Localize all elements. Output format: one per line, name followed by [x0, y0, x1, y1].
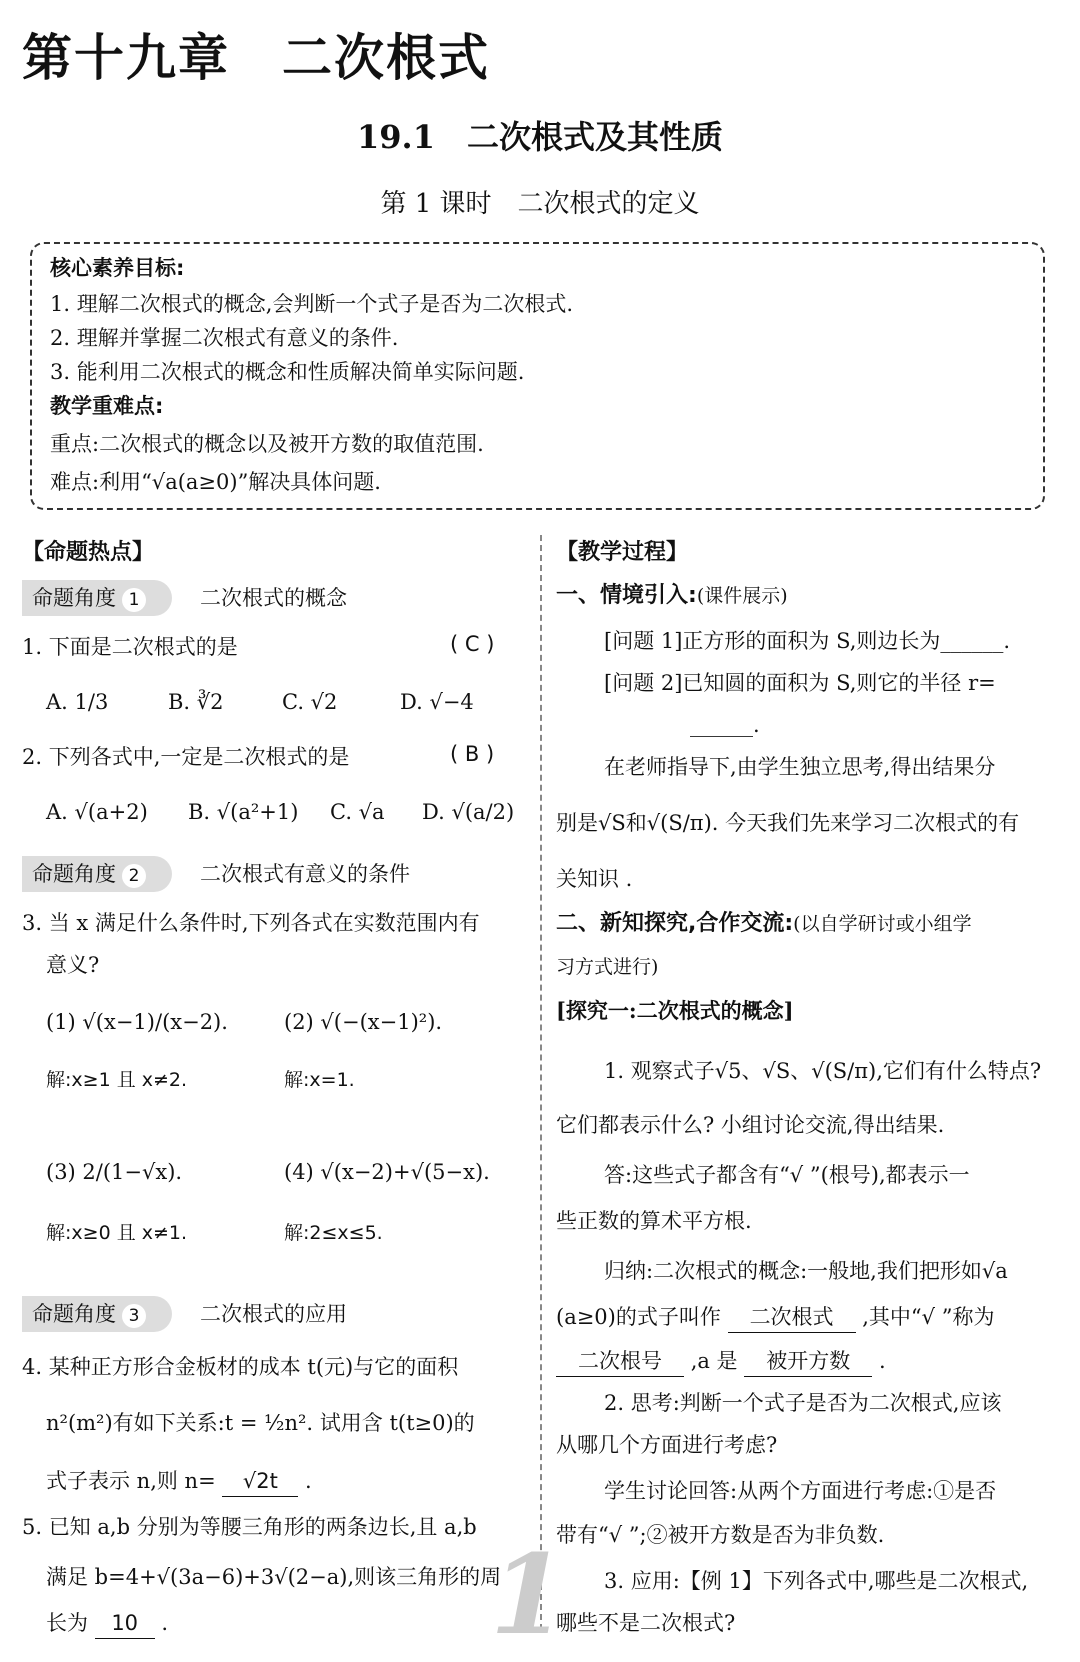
- section-sub: (以自学研讨或小组学: [793, 913, 972, 935]
- section-explore: [556, 908, 1056, 939]
- observe-text: 它们都表示什么? 小组讨论交流,得出结果.: [556, 1113, 945, 1137]
- difficult-point: 难点:利用“√a(a≥0)”解决具体问题.: [50, 470, 381, 494]
- q1-opt: A. 1/3: [46, 690, 109, 714]
- q4-blank-answer: √2t: [222, 1466, 298, 1497]
- angle-2: [22, 856, 512, 892]
- angle-title: 二次根式的应用: [200, 1302, 347, 1326]
- q1-text: 1. 下面是二次根式的是: [22, 635, 238, 659]
- angle-title: 二次根式有意义的条件: [200, 862, 410, 886]
- section-title: 19.1 二次根式及其性质: [357, 118, 723, 156]
- problem-2: [问题 2]已知圆的面积为 S,则它的半径 r=: [604, 671, 996, 695]
- angle-label: 命题角度: [32, 1302, 116, 1326]
- lesson-title: 第 1 课时 二次根式的定义: [380, 189, 700, 219]
- summary-blank: 二次根号: [556, 1346, 684, 1377]
- q3-solution: 解:x≥0 且 x≠1.: [46, 1222, 188, 1244]
- angle-number: 1: [122, 588, 146, 612]
- think-text: 从哪几个方面进行考虑?: [556, 1433, 778, 1457]
- q4-end: .: [305, 1469, 312, 1493]
- q2-text: 2. 下列各式中,一定是二次根式的是: [22, 745, 350, 769]
- summary-blank: 被开方数: [744, 1346, 872, 1377]
- q3-text: 3. 当 x 满足什么条件时,下列各式在实数范围内有: [22, 911, 480, 935]
- summary-text: ,其中“√ ”称为: [862, 1305, 995, 1329]
- summary-line-3: [556, 1346, 1056, 1377]
- q5-end: .: [161, 1611, 169, 1635]
- section-sub-cont: 习方式进行): [556, 956, 659, 978]
- answer-text: 些正数的算术平方根.: [556, 1209, 752, 1233]
- summary-text: .: [878, 1349, 886, 1373]
- section-heading: 一、情境引入:: [556, 583, 697, 608]
- q1-answer: ( C ): [450, 632, 495, 656]
- application-text: 3. 应用:【例 1】下列各式中,哪些是二次根式,: [604, 1569, 1029, 1593]
- q1-opt: D. √−4: [400, 690, 474, 714]
- section-sub: (课件展示): [696, 585, 788, 607]
- section-intro: [556, 580, 1056, 611]
- q3-solution: 解:2≤x≤5.: [284, 1222, 383, 1244]
- observe-text: 1. 观察式子√5、√S、√(S/π),它们有什么特点?: [604, 1059, 1042, 1083]
- angle-1: [22, 580, 512, 616]
- key-point: 重点:二次根式的概念以及被开方数的取值范围.: [50, 432, 484, 456]
- discussion-text: 学生讨论回答:从两个方面进行考虑:①是否: [604, 1479, 997, 1503]
- summary-blank: 二次根式: [728, 1302, 856, 1333]
- explore-title: [探究一:二次根式的概念]: [556, 998, 794, 1023]
- application-text: 哪些不是二次根式?: [556, 1611, 736, 1635]
- angle-label: 命题角度: [32, 862, 116, 886]
- chapter-title: 第十九章 二次根式: [22, 29, 490, 87]
- q5-blank-answer: 10: [95, 1608, 155, 1639]
- key-heading: 教学重难点:: [50, 394, 164, 418]
- q5-line: 5. 已知 a,b 分别为等腰三角形的两条边长,且 a,b: [22, 1515, 477, 1539]
- q3-solution: 解:x≥1 且 x≠2.: [46, 1069, 188, 1091]
- q2-opt: C. √a: [330, 800, 385, 824]
- goal-item: 1. 理解二次根式的概念,会判断一个式子是否为二次根式.: [50, 292, 574, 316]
- angle-number: 2: [122, 864, 146, 888]
- q5-line-3: [46, 1608, 546, 1639]
- q3-part: (3) 2/(1−√x).: [46, 1160, 183, 1184]
- intro-text: 在老师指导下,由学生独立思考,得出结果分: [604, 755, 996, 779]
- q3-part: (4) √(x−2)+√(5−x).: [284, 1160, 490, 1184]
- problem-1: [问题 1]正方形的面积为 S,则边长为______.: [604, 629, 1011, 653]
- goals-box: [30, 242, 1045, 510]
- q4-line: n²(m²)有如下关系:t = ½n². 试用含 t(t≥0)的: [46, 1411, 475, 1435]
- q4-line: 4. 某种正方形合金板材的成本 t(元)与它的面积: [22, 1355, 459, 1379]
- q2-opt: A. √(a+2): [46, 800, 148, 824]
- q1-opt: C. √2: [282, 690, 338, 714]
- q3-text-cont: 意义?: [46, 953, 100, 977]
- angle-number: 3: [122, 1304, 146, 1328]
- goal-item: 2. 理解并掌握二次根式有意义的条件.: [50, 326, 399, 350]
- discussion-text: 带有“√ ”;②被开方数是否为非负数.: [556, 1523, 885, 1547]
- right-header: 【教学过程】: [556, 540, 689, 565]
- left-header: 【命题热点】: [22, 540, 155, 565]
- summary-text: ,a 是: [690, 1349, 738, 1373]
- q4-line-3: [46, 1466, 546, 1497]
- angle-title: 二次根式的概念: [200, 586, 347, 610]
- q5-text: 长为: [46, 1611, 88, 1635]
- q3-part: (2) √(−(x−1)²).: [284, 1010, 443, 1034]
- answer-text: 答:这些式子都含有“√ ”(根号),都表示一: [604, 1163, 970, 1187]
- q3-part: (1) √(x−1)/(x−2).: [46, 1010, 228, 1034]
- q2-opt: B. √(a²+1): [188, 800, 299, 824]
- q2-answer: ( B ): [450, 742, 495, 766]
- problem-2-blank: ______.: [690, 713, 760, 737]
- page-number: 1: [490, 1530, 567, 1659]
- q4-text: 式子表示 n,则 n=: [46, 1469, 216, 1493]
- intro-text: 关知识 .: [556, 867, 633, 891]
- summary-text: 归纳:二次根式的概念:一般地,我们把形如√a: [604, 1259, 1008, 1283]
- summary-line-2: [556, 1302, 1056, 1333]
- q3-solution: 解:x=1.: [284, 1069, 355, 1091]
- intro-text: 别是√S和√(S/π). 今天我们先来学习二次根式的有: [556, 811, 1020, 835]
- angle-3: [22, 1296, 512, 1332]
- goals-heading: 核心素养目标:: [50, 256, 185, 280]
- q1-opt: B. ∛2: [168, 690, 224, 714]
- goal-item: 3. 能利用二次根式的概念和性质解决简单实际问题.: [50, 360, 525, 384]
- q5-line: 满足 b=4+√(3a−6)+3√(2−a),则该三角形的周: [46, 1565, 502, 1589]
- angle-label: 命题角度: [32, 586, 116, 610]
- summary-text: (a≥0)的式子叫作: [556, 1305, 721, 1329]
- think-text: 2. 思考:判断一个式子是否为二次根式,应该: [604, 1391, 1002, 1415]
- section-heading: 二、新知探究,合作交流:: [556, 911, 794, 936]
- q2-opt: D. √(a/2): [422, 800, 515, 824]
